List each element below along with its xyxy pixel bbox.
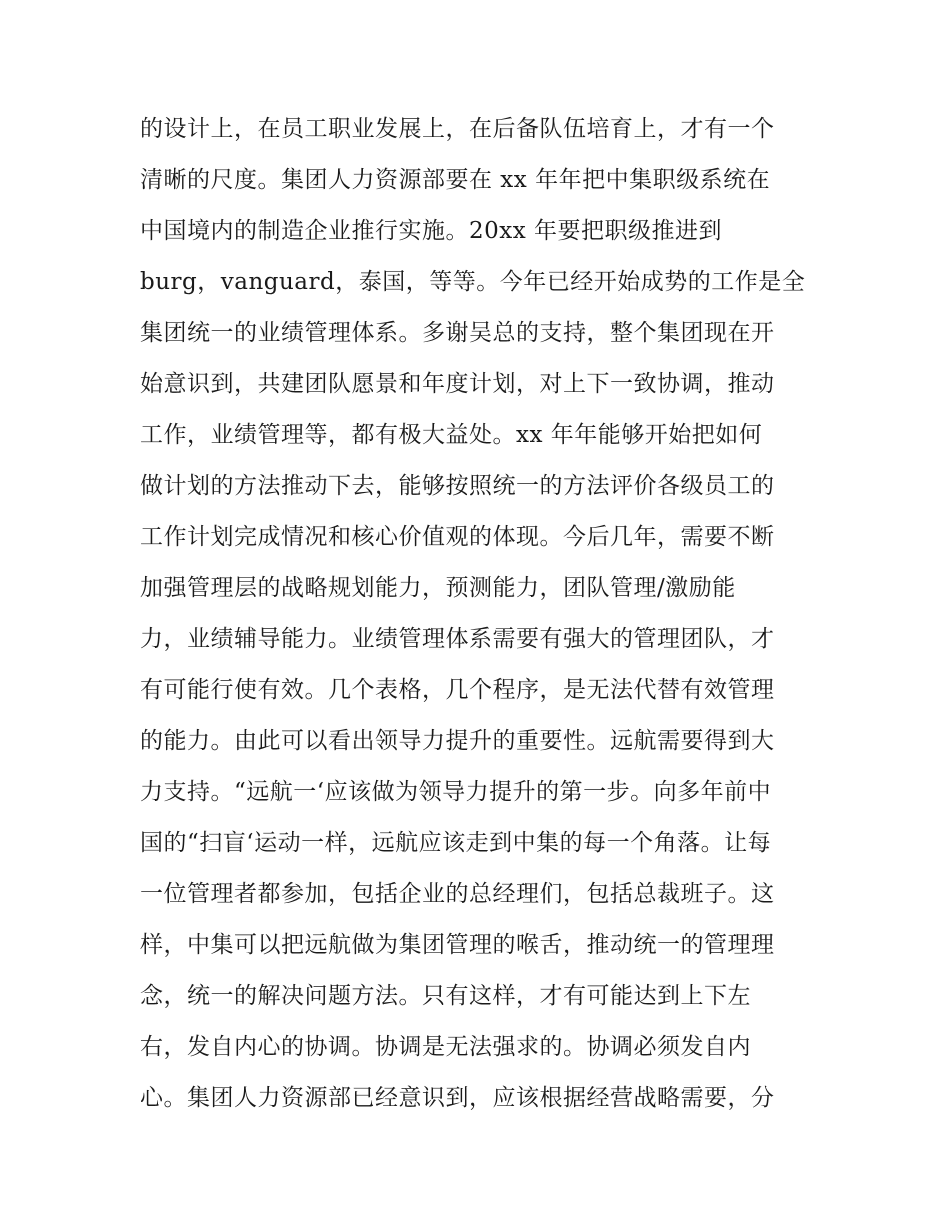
text-line: 的设计上，在员工职业发展上，在后备队伍培育上，才有一个	[140, 116, 775, 142]
text-line: 有可能行使有效。几个表格，几个程序，是无法代替有效管理	[140, 677, 775, 703]
text-line: 国的“扫盲‘运动一样，远航应该走到中集的每一个角落。让每	[140, 830, 772, 856]
text-line: 清晰的尺度。集团人力资源部要在 xx 年年把中集职级系统在	[140, 167, 771, 193]
text-line: burg，vanguard，泰国，等等。今年已经开始成势的工作是全	[140, 269, 806, 295]
document-body	[140, 108, 820, 1128]
text-line: 加强管理层的战略规划能力，预测能力，团队管理/激励能	[140, 575, 736, 601]
text-line: 集团统一的业绩管理体系。多谢吴总的支持，整个集团现在开	[140, 320, 775, 346]
text-line: 右，发自内心的协调。协调是无法强求的。协调必须发自内	[140, 1034, 751, 1060]
text-line: 工作，业绩管理等，都有极大益处。xx 年年能够开始把如何	[140, 422, 763, 448]
text-line: 力支持。“远航一‘应该做为领导力提升的第一步。向多年前中	[140, 779, 772, 805]
text-line: 一位管理者都参加，包括企业的总经理们，包括总裁班子。这	[140, 881, 775, 907]
text-line: 念，统一的解决问题方法。只有这样，才有可能达到上下左	[140, 983, 751, 1009]
text-line: 力，业绩辅导能力。业绩管理体系需要有强大的管理团队，才	[140, 626, 775, 652]
text-line: 中国境内的制造企业推行实施。20xx 年要把职级推进到	[140, 218, 723, 244]
text-line: 心。集团人力资源部已经意识到，应该根据经营战略需要，分	[140, 1085, 775, 1111]
text-line: 做计划的方法推动下去，能够按照统一的方法评价各级员工的	[140, 473, 775, 499]
text-line: 样，中集可以把远航做为集团管理的喉舌，推动统一的管理理	[140, 932, 775, 958]
text-line: 工作计划完成情况和核心价值观的体现。今后几年，需要不断	[140, 524, 775, 550]
text-line: 始意识到，共建团队愿景和年度计划，对上下一致协调，推动	[140, 371, 775, 397]
text-line: 的能力。由此可以看出领导力提升的重要性。远航需要得到大	[140, 728, 775, 754]
